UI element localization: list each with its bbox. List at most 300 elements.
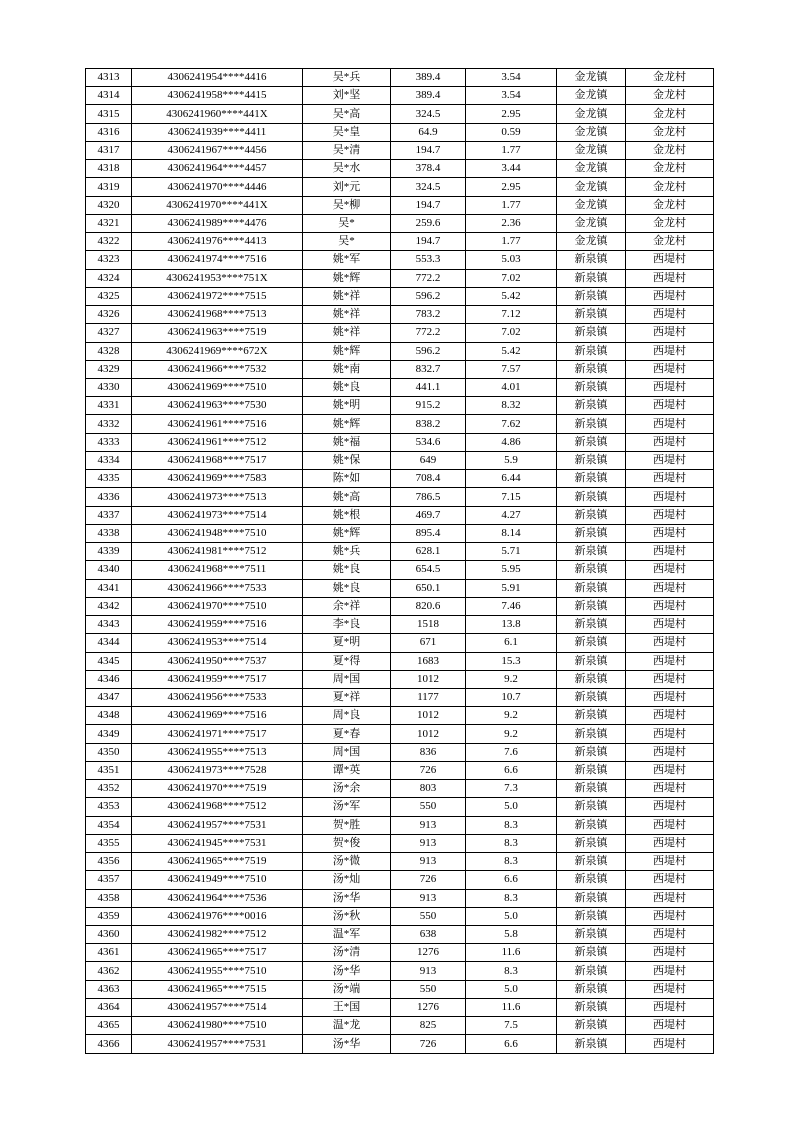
cell-amount: 1276 (391, 944, 466, 962)
cell-village: 西堤村 (626, 524, 714, 542)
cell-sequence-number: 4322 (86, 233, 132, 251)
cell-id-number: 4306241971****7517 (132, 725, 303, 743)
cell-amount: 550 (391, 798, 466, 816)
cell-village: 西堤村 (626, 853, 714, 871)
cell-person-name: 汤*华 (303, 962, 391, 980)
table-row (86, 816, 714, 834)
cell-sequence-number: 4342 (86, 597, 132, 615)
cell-amount: 1012 (391, 725, 466, 743)
table-row (86, 798, 714, 816)
cell-id-number: 4306241959****7516 (132, 616, 303, 634)
cell-sequence-number: 4357 (86, 871, 132, 889)
cell-id-number: 4306241965****7519 (132, 853, 303, 871)
table-row (86, 87, 714, 105)
cell-amount: 259.6 (391, 214, 466, 232)
cell-person-name: 汤*军 (303, 798, 391, 816)
cell-rate: 5.0 (466, 980, 557, 998)
cell-town: 金龙镇 (557, 196, 626, 214)
cell-rate: 7.62 (466, 415, 557, 433)
cell-amount: 803 (391, 780, 466, 798)
cell-town: 新泉镇 (557, 780, 626, 798)
cell-amount: 1276 (391, 998, 466, 1016)
cell-town: 新泉镇 (557, 871, 626, 889)
cell-rate: 15.3 (466, 652, 557, 670)
cell-village: 金龙村 (626, 141, 714, 159)
cell-person-name: 温*龙 (303, 1017, 391, 1035)
cell-village: 西堤村 (626, 816, 714, 834)
table-row (86, 853, 714, 871)
cell-village: 西堤村 (626, 306, 714, 324)
cell-rate: 9.2 (466, 725, 557, 743)
cell-id-number: 4306241945****7531 (132, 834, 303, 852)
cell-rate: 6.6 (466, 761, 557, 779)
cell-amount: 194.7 (391, 141, 466, 159)
cell-town: 新泉镇 (557, 1017, 626, 1035)
cell-person-name: 周*国 (303, 743, 391, 761)
cell-id-number: 4306241981****7512 (132, 543, 303, 561)
table-row (86, 725, 714, 743)
cell-person-name: 姚*辉 (303, 524, 391, 542)
cell-sequence-number: 4359 (86, 907, 132, 925)
cell-village: 金龙村 (626, 233, 714, 251)
cell-village: 西堤村 (626, 907, 714, 925)
records-table-body (86, 69, 714, 1054)
cell-id-number: 4306241969****7516 (132, 707, 303, 725)
cell-sequence-number: 4314 (86, 87, 132, 105)
cell-town: 新泉镇 (557, 597, 626, 615)
cell-id-number: 4306241964****7536 (132, 889, 303, 907)
cell-sequence-number: 4323 (86, 251, 132, 269)
cell-person-name: 夏*明 (303, 634, 391, 652)
cell-sequence-number: 4336 (86, 488, 132, 506)
table-row (86, 324, 714, 342)
table-row (86, 69, 714, 87)
cell-sequence-number: 4316 (86, 123, 132, 141)
cell-amount: 772.2 (391, 324, 466, 342)
cell-rate: 9.2 (466, 707, 557, 725)
cell-person-name: 温*军 (303, 926, 391, 944)
cell-town: 新泉镇 (557, 470, 626, 488)
cell-village: 西堤村 (626, 287, 714, 305)
cell-amount: 1518 (391, 616, 466, 634)
cell-village: 金龙村 (626, 178, 714, 196)
table-row (86, 780, 714, 798)
cell-person-name: 姚*兵 (303, 543, 391, 561)
cell-sequence-number: 4366 (86, 1035, 132, 1053)
cell-rate: 7.57 (466, 360, 557, 378)
cell-town: 新泉镇 (557, 306, 626, 324)
cell-id-number: 4306241954****4416 (132, 69, 303, 87)
cell-person-name: 姚*祥 (303, 324, 391, 342)
cell-village: 西堤村 (626, 980, 714, 998)
cell-town: 金龙镇 (557, 141, 626, 159)
table-row (86, 196, 714, 214)
cell-town: 新泉镇 (557, 616, 626, 634)
table-row (86, 105, 714, 123)
cell-village: 金龙村 (626, 105, 714, 123)
cell-sequence-number: 4358 (86, 889, 132, 907)
cell-sequence-number: 4332 (86, 415, 132, 433)
cell-rate: 7.12 (466, 306, 557, 324)
cell-amount: 389.4 (391, 69, 466, 87)
cell-sequence-number: 4351 (86, 761, 132, 779)
cell-amount: 64.9 (391, 123, 466, 141)
cell-person-name: 王*国 (303, 998, 391, 1016)
cell-sequence-number: 4346 (86, 670, 132, 688)
cell-amount: 913 (391, 853, 466, 871)
cell-sequence-number: 4321 (86, 214, 132, 232)
cell-person-name: 夏*祥 (303, 688, 391, 706)
cell-town: 新泉镇 (557, 907, 626, 925)
cell-rate: 7.02 (466, 324, 557, 342)
cell-amount: 913 (391, 834, 466, 852)
cell-rate: 5.91 (466, 579, 557, 597)
cell-amount: 786.5 (391, 488, 466, 506)
cell-sequence-number: 4335 (86, 470, 132, 488)
cell-amount: 553.3 (391, 251, 466, 269)
cell-person-name: 姚*保 (303, 451, 391, 469)
cell-person-name: 姚*高 (303, 488, 391, 506)
cell-person-name: 汤*华 (303, 889, 391, 907)
cell-rate: 3.44 (466, 160, 557, 178)
cell-sequence-number: 4338 (86, 524, 132, 542)
cell-id-number: 4306241966****7532 (132, 360, 303, 378)
cell-amount: 1012 (391, 707, 466, 725)
table-row (86, 761, 714, 779)
cell-rate: 2.95 (466, 105, 557, 123)
cell-sequence-number: 4345 (86, 652, 132, 670)
records-table (85, 68, 714, 1054)
cell-sequence-number: 4362 (86, 962, 132, 980)
cell-village: 金龙村 (626, 87, 714, 105)
cell-person-name: 姚*祥 (303, 287, 391, 305)
cell-town: 金龙镇 (557, 87, 626, 105)
cell-amount: 838.2 (391, 415, 466, 433)
cell-town: 新泉镇 (557, 324, 626, 342)
table-row (86, 579, 714, 597)
cell-id-number: 4306241956****7533 (132, 688, 303, 706)
cell-rate: 4.01 (466, 378, 557, 396)
cell-id-number: 4306241963****7530 (132, 397, 303, 415)
table-row (86, 342, 714, 360)
cell-sequence-number: 4337 (86, 506, 132, 524)
cell-sequence-number: 4360 (86, 926, 132, 944)
cell-sequence-number: 4329 (86, 360, 132, 378)
table-row (86, 926, 714, 944)
table-row (86, 616, 714, 634)
cell-sequence-number: 4340 (86, 561, 132, 579)
cell-town: 新泉镇 (557, 415, 626, 433)
cell-person-name: 夏*春 (303, 725, 391, 743)
cell-sequence-number: 4353 (86, 798, 132, 816)
cell-town: 新泉镇 (557, 543, 626, 561)
cell-amount: 913 (391, 816, 466, 834)
cell-sequence-number: 4341 (86, 579, 132, 597)
cell-village: 西堤村 (626, 470, 714, 488)
cell-amount: 915.2 (391, 397, 466, 415)
cell-id-number: 4306241970****7519 (132, 780, 303, 798)
cell-town: 金龙镇 (557, 214, 626, 232)
cell-sequence-number: 4339 (86, 543, 132, 561)
cell-village: 金龙村 (626, 214, 714, 232)
cell-town: 金龙镇 (557, 69, 626, 87)
cell-id-number: 4306241958****4415 (132, 87, 303, 105)
cell-rate: 5.0 (466, 907, 557, 925)
cell-village: 西堤村 (626, 889, 714, 907)
cell-amount: 772.2 (391, 269, 466, 287)
cell-town: 新泉镇 (557, 579, 626, 597)
cell-amount: 596.2 (391, 342, 466, 360)
cell-amount: 913 (391, 962, 466, 980)
cell-rate: 1.77 (466, 196, 557, 214)
cell-id-number: 4306241965****7515 (132, 980, 303, 998)
cell-town: 新泉镇 (557, 561, 626, 579)
cell-town: 新泉镇 (557, 397, 626, 415)
cell-id-number: 4306241953****7514 (132, 634, 303, 652)
cell-rate: 1.77 (466, 233, 557, 251)
cell-rate: 5.71 (466, 543, 557, 561)
cell-rate: 8.3 (466, 889, 557, 907)
cell-person-name: 贺*胜 (303, 816, 391, 834)
table-row (86, 688, 714, 706)
cell-person-name: 吴*水 (303, 160, 391, 178)
cell-sequence-number: 4313 (86, 69, 132, 87)
cell-person-name: 汤*端 (303, 980, 391, 998)
cell-rate: 7.46 (466, 597, 557, 615)
cell-amount: 1012 (391, 670, 466, 688)
cell-rate: 7.15 (466, 488, 557, 506)
cell-sequence-number: 4352 (86, 780, 132, 798)
cell-sequence-number: 4349 (86, 725, 132, 743)
cell-town: 新泉镇 (557, 433, 626, 451)
cell-amount: 324.5 (391, 105, 466, 123)
cell-rate: 7.5 (466, 1017, 557, 1035)
cell-rate: 5.03 (466, 251, 557, 269)
cell-village: 西堤村 (626, 378, 714, 396)
cell-id-number: 4306241957****7531 (132, 1035, 303, 1053)
cell-amount: 1177 (391, 688, 466, 706)
cell-id-number: 4306241949****7510 (132, 871, 303, 889)
cell-village: 西堤村 (626, 579, 714, 597)
cell-rate: 4.27 (466, 506, 557, 524)
table-row (86, 233, 714, 251)
cell-rate: 5.0 (466, 798, 557, 816)
cell-town: 新泉镇 (557, 451, 626, 469)
cell-amount: 638 (391, 926, 466, 944)
cell-village: 西堤村 (626, 962, 714, 980)
cell-village: 西堤村 (626, 397, 714, 415)
table-row (86, 360, 714, 378)
cell-sequence-number: 4354 (86, 816, 132, 834)
cell-amount: 913 (391, 889, 466, 907)
table-row (86, 287, 714, 305)
cell-sequence-number: 4364 (86, 998, 132, 1016)
cell-amount: 1683 (391, 652, 466, 670)
cell-town: 新泉镇 (557, 269, 626, 287)
table-row (86, 561, 714, 579)
cell-village: 西堤村 (626, 725, 714, 743)
cell-rate: 7.6 (466, 743, 557, 761)
cell-person-name: 姚*军 (303, 251, 391, 269)
cell-sequence-number: 4343 (86, 616, 132, 634)
cell-town: 新泉镇 (557, 378, 626, 396)
cell-sequence-number: 4365 (86, 1017, 132, 1035)
table-row (86, 962, 714, 980)
cell-id-number: 4306241959****7517 (132, 670, 303, 688)
cell-town: 新泉镇 (557, 743, 626, 761)
cell-id-number: 4306241973****7513 (132, 488, 303, 506)
cell-amount: 628.1 (391, 543, 466, 561)
table-row (86, 944, 714, 962)
table-row (86, 306, 714, 324)
cell-person-name: 姚*南 (303, 360, 391, 378)
cell-amount: 726 (391, 871, 466, 889)
cell-person-name: 姚*辉 (303, 269, 391, 287)
cell-sequence-number: 4356 (86, 853, 132, 871)
cell-village: 西堤村 (626, 798, 714, 816)
cell-village: 西堤村 (626, 597, 714, 615)
cell-town: 新泉镇 (557, 889, 626, 907)
cell-person-name: 陈*如 (303, 470, 391, 488)
cell-id-number: 4306241976****4413 (132, 233, 303, 251)
cell-amount: 469.7 (391, 506, 466, 524)
cell-person-name: 贺*俊 (303, 834, 391, 852)
cell-id-number: 4306241968****7517 (132, 451, 303, 469)
cell-id-number: 4306241989****4476 (132, 214, 303, 232)
cell-amount: 836 (391, 743, 466, 761)
table-row (86, 488, 714, 506)
table-row (86, 378, 714, 396)
cell-sequence-number: 4361 (86, 944, 132, 962)
cell-village: 西堤村 (626, 634, 714, 652)
cell-person-name: 周*国 (303, 670, 391, 688)
cell-person-name: 刘*坚 (303, 87, 391, 105)
table-row (86, 597, 714, 615)
cell-amount: 324.5 (391, 178, 466, 196)
cell-town: 新泉镇 (557, 488, 626, 506)
cell-rate: 6.6 (466, 1035, 557, 1053)
cell-rate: 11.6 (466, 944, 557, 962)
cell-sequence-number: 4318 (86, 160, 132, 178)
table-row (86, 433, 714, 451)
cell-sequence-number: 4347 (86, 688, 132, 706)
cell-person-name: 夏*得 (303, 652, 391, 670)
cell-village: 西堤村 (626, 1035, 714, 1053)
cell-town: 新泉镇 (557, 834, 626, 852)
cell-rate: 8.14 (466, 524, 557, 542)
cell-person-name: 姚*明 (303, 397, 391, 415)
cell-town: 新泉镇 (557, 652, 626, 670)
cell-amount: 825 (391, 1017, 466, 1035)
table-row (86, 506, 714, 524)
cell-amount: 708.4 (391, 470, 466, 488)
cell-village: 西堤村 (626, 670, 714, 688)
cell-person-name: 姚*良 (303, 579, 391, 597)
table-row (86, 397, 714, 415)
cell-person-name: 姚*良 (303, 561, 391, 579)
cell-id-number: 4306241972****7515 (132, 287, 303, 305)
table-row (86, 543, 714, 561)
cell-id-number: 4306241968****7511 (132, 561, 303, 579)
cell-village: 西堤村 (626, 834, 714, 852)
cell-person-name: 汤*秋 (303, 907, 391, 925)
cell-person-name: 姚*良 (303, 378, 391, 396)
cell-person-name: 吴* (303, 233, 391, 251)
cell-village: 金龙村 (626, 160, 714, 178)
cell-town: 新泉镇 (557, 944, 626, 962)
cell-id-number: 4306241957****7531 (132, 816, 303, 834)
cell-rate: 4.86 (466, 433, 557, 451)
cell-town: 新泉镇 (557, 707, 626, 725)
cell-town: 金龙镇 (557, 160, 626, 178)
cell-amount: 534.6 (391, 433, 466, 451)
cell-rate: 2.36 (466, 214, 557, 232)
cell-village: 西堤村 (626, 342, 714, 360)
cell-sequence-number: 4330 (86, 378, 132, 396)
table-row (86, 907, 714, 925)
cell-amount: 194.7 (391, 233, 466, 251)
cell-rate: 9.2 (466, 670, 557, 688)
cell-sequence-number: 4333 (86, 433, 132, 451)
cell-sequence-number: 4348 (86, 707, 132, 725)
cell-rate: 3.54 (466, 87, 557, 105)
cell-sequence-number: 4344 (86, 634, 132, 652)
cell-id-number: 4306241970****4446 (132, 178, 303, 196)
cell-town: 新泉镇 (557, 360, 626, 378)
cell-rate: 8.3 (466, 853, 557, 871)
cell-sequence-number: 4355 (86, 834, 132, 852)
cell-rate: 10.7 (466, 688, 557, 706)
cell-village: 西堤村 (626, 652, 714, 670)
cell-village: 西堤村 (626, 433, 714, 451)
table-row (86, 707, 714, 725)
cell-person-name: 吴*清 (303, 141, 391, 159)
cell-town: 新泉镇 (557, 980, 626, 998)
cell-village: 西堤村 (626, 761, 714, 779)
table-row (86, 889, 714, 907)
cell-person-name: 汤*清 (303, 944, 391, 962)
cell-town: 新泉镇 (557, 926, 626, 944)
cell-village: 西堤村 (626, 543, 714, 561)
cell-rate: 5.9 (466, 451, 557, 469)
cell-id-number: 4306241973****7514 (132, 506, 303, 524)
cell-amount: 671 (391, 634, 466, 652)
cell-amount: 441.1 (391, 378, 466, 396)
table-row (86, 178, 714, 196)
cell-rate: 3.54 (466, 69, 557, 87)
cell-id-number: 4306241969****7583 (132, 470, 303, 488)
cell-id-number: 4306241968****7513 (132, 306, 303, 324)
cell-rate: 8.32 (466, 397, 557, 415)
cell-person-name: 刘*元 (303, 178, 391, 196)
cell-sequence-number: 4324 (86, 269, 132, 287)
cell-rate: 6.6 (466, 871, 557, 889)
cell-amount: 194.7 (391, 196, 466, 214)
table-row (86, 470, 714, 488)
cell-village: 西堤村 (626, 251, 714, 269)
cell-amount: 378.4 (391, 160, 466, 178)
cell-id-number: 4306241960****441X (132, 105, 303, 123)
cell-sequence-number: 4325 (86, 287, 132, 305)
table-row (86, 251, 714, 269)
cell-id-number: 4306241950****7537 (132, 652, 303, 670)
cell-id-number: 4306241961****7512 (132, 433, 303, 451)
table-row (86, 634, 714, 652)
cell-town: 金龙镇 (557, 178, 626, 196)
cell-sequence-number: 4327 (86, 324, 132, 342)
cell-id-number: 4306241955****7510 (132, 962, 303, 980)
cell-town: 新泉镇 (557, 506, 626, 524)
